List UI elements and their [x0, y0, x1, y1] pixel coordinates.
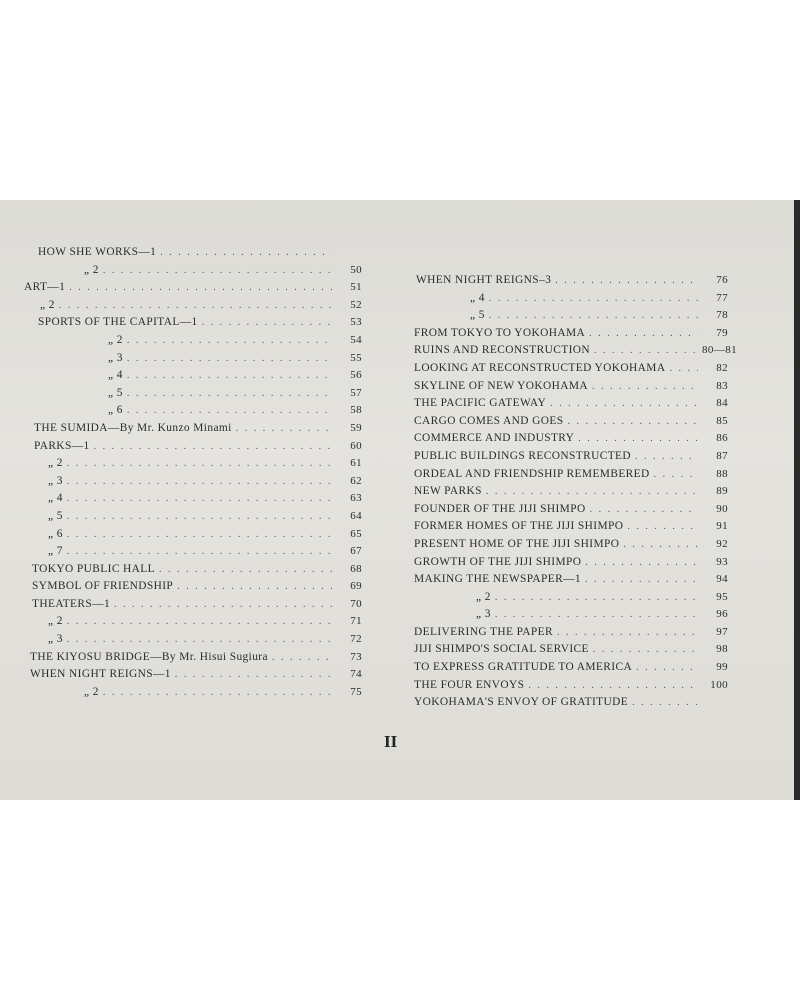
leader-dots: [627, 521, 698, 532]
toc-entry: [410, 520, 728, 538]
toc-entry-page: 83: [716, 379, 728, 392]
toc-entry-page: 74: [350, 668, 362, 681]
toc-entry-page: 88: [716, 467, 728, 480]
toc-entry-label: PARKS—1: [34, 439, 90, 452]
toc-entry-page: 67: [350, 545, 362, 558]
leader-dots: [103, 265, 332, 276]
toc-entry-page: 90: [716, 502, 728, 515]
leader-dots: [67, 511, 332, 522]
toc-entry-page: 60: [350, 439, 362, 452]
toc-entry-page: 57: [350, 386, 362, 399]
toc-entry-page: 97: [716, 625, 728, 638]
leader-dots: [69, 282, 332, 293]
toc-entry: [24, 387, 362, 405]
leader-dots: [594, 345, 698, 356]
toc-entry-page: 96: [716, 608, 728, 621]
toc-entry: [24, 369, 362, 387]
toc-entry-label: TOKYO PUBLIC HALL: [32, 562, 156, 575]
toc-entry-page: 51: [350, 281, 362, 294]
leader-dots: [67, 529, 332, 540]
leader-dots: [495, 592, 698, 603]
toc-entry: [410, 362, 728, 380]
toc-entry-page: 59: [350, 421, 362, 434]
toc-entry-label: NEW PARKS: [414, 485, 482, 498]
toc-entry: [410, 573, 728, 591]
leader-dots: [67, 476, 332, 487]
toc-entry: [24, 404, 362, 422]
leader-dots: [127, 335, 332, 346]
toc-entry-label: „ 4: [470, 291, 485, 304]
toc-entry-label: „ 2: [108, 333, 123, 346]
toc-entry-label: FOUNDER OF THE JIJI SHIMPO: [414, 502, 586, 515]
toc-entry-label: THE SUMIDA—By Mr. Kunzo Minami: [34, 421, 232, 434]
toc-entry: [24, 510, 362, 528]
toc-entry-page: 68: [350, 562, 362, 575]
toc-entry: [24, 281, 362, 299]
toc-entry: [24, 615, 362, 633]
toc-entry: [410, 380, 728, 398]
toc-entry: [24, 545, 362, 563]
toc-entry-page: 58: [350, 404, 362, 417]
leader-dots: [160, 247, 332, 258]
toc-entry: [410, 292, 728, 310]
toc-entry-page: 69: [350, 580, 362, 593]
toc-entry: [410, 643, 728, 661]
leader-dots: [550, 398, 698, 409]
toc-entry-page: 72: [350, 633, 362, 646]
toc-entry-label: „ 3: [48, 633, 63, 646]
toc-entry: [410, 503, 728, 521]
leader-dots: [67, 493, 332, 504]
toc-entry: [24, 633, 362, 651]
toc-entry-label: FROM TOKYO TO YOKOHAMA: [414, 326, 586, 339]
leader-dots: [94, 441, 332, 452]
leader-dots: [590, 504, 698, 515]
toc-entry: [410, 344, 737, 362]
leader-dots: [654, 469, 698, 480]
toc-entry-label: „ 7: [48, 545, 63, 558]
toc-entry-label: PUBLIC BUILDINGS RECONSTRUCTED: [414, 449, 632, 462]
toc-entry-label: COMMERCE AND INDUSTRY: [414, 432, 575, 445]
leader-dots: [585, 557, 698, 568]
leader-dots: [67, 458, 332, 469]
toc-entry: [410, 485, 728, 503]
toc-entry-label: THE FOUR ENVOYS: [414, 678, 525, 691]
leader-dots: [67, 616, 332, 627]
toc-entry: [410, 608, 728, 626]
toc-entry-label: „ 3: [476, 608, 491, 621]
toc-entry-label: ORDEAL AND FRIENDSHIP REMEMBERED: [414, 467, 650, 480]
toc-entry: [24, 598, 362, 616]
toc-entry-label: WHEN NIGHT REIGNS—1: [30, 668, 171, 681]
toc-entry-page: 52: [350, 298, 362, 311]
toc-entry: [24, 334, 362, 352]
toc-entry-page: 99: [716, 661, 728, 674]
leader-dots: [67, 546, 332, 557]
leader-dots: [175, 669, 332, 680]
leader-dots: [127, 388, 332, 399]
toc-entry-page: 50: [350, 263, 362, 276]
toc-entry-page: 77: [716, 291, 728, 304]
leader-dots: [635, 451, 698, 462]
toc-entry-page: 71: [350, 615, 362, 628]
toc-entry-page: 93: [716, 555, 728, 568]
toc-entry-page: 82: [716, 361, 728, 374]
toc-entry: [24, 686, 362, 704]
toc-entry: [24, 475, 362, 493]
leader-dots: [67, 634, 332, 645]
toc-right-column: [410, 274, 737, 714]
toc-entry-label: WHEN NIGHT REIGNS–3: [416, 274, 552, 286]
toc-entry-label: „ 2: [48, 615, 63, 628]
toc-entry-page: 76: [716, 274, 728, 286]
toc-entry: [410, 450, 728, 468]
toc-entry: [24, 457, 362, 475]
leader-dots: [127, 370, 332, 381]
toc-entry: [410, 468, 728, 486]
leader-dots: [669, 363, 698, 374]
leader-dots: [177, 581, 332, 592]
toc-entry-label: SKYLINE OF NEW YOKOHAMA: [414, 379, 589, 392]
leader-dots: [495, 609, 698, 620]
toc-entry: [24, 492, 362, 510]
toc-entry: [410, 538, 728, 556]
toc-entry-label: HOW SHE WORKS—1: [38, 246, 157, 258]
toc-entry: [410, 274, 728, 292]
toc-entry-label: THE PACIFIC GATEWAY: [414, 397, 547, 410]
toc-entry: [410, 696, 728, 714]
toc-entry-page: 80—81: [702, 344, 737, 357]
toc-entry-page: 62: [350, 474, 362, 487]
leader-dots: [557, 627, 698, 638]
leader-dots: [103, 687, 332, 698]
toc-entry-page: 86: [716, 432, 728, 445]
leader-dots: [585, 574, 698, 585]
toc-entry: [24, 352, 362, 370]
toc-entry-label: „ 6: [48, 527, 63, 540]
toc-entry-page: 65: [350, 527, 362, 540]
leader-dots: [555, 275, 698, 286]
toc-entry-page: 75: [350, 685, 362, 698]
toc-entry-page: 79: [716, 326, 728, 339]
toc-entry-label: „ 2: [40, 298, 55, 311]
toc-entry: [410, 626, 728, 644]
toc-entry-page: 95: [716, 590, 728, 603]
toc-entry: [24, 422, 362, 440]
leader-dots: [636, 662, 698, 673]
toc-entry: [24, 316, 362, 334]
toc-entry: [410, 661, 728, 679]
toc-entry: [24, 668, 362, 686]
toc-entry-page: 61: [350, 457, 362, 470]
leader-dots: [489, 310, 698, 321]
toc-entry: [24, 299, 362, 317]
leader-dots: [567, 416, 698, 427]
toc-entry-page: 92: [716, 537, 728, 550]
leader-dots: [114, 599, 332, 610]
toc-entry: [410, 309, 728, 327]
toc-entry-label: MAKING THE NEWSPAPER—1: [414, 573, 582, 586]
toc-entry-label: RUINS AND RECONSTRUCTION: [414, 344, 591, 357]
toc-entry-page: 63: [350, 492, 362, 505]
toc-entry-label: TO EXPRESS GRATITUDE TO AMERICA: [414, 661, 633, 674]
leader-dots: [486, 486, 698, 497]
leader-dots: [159, 564, 332, 575]
toc-entry: [410, 415, 728, 433]
toc-entry-label: DELIVERING THE PAPER: [414, 625, 553, 638]
toc-entry-page: 100: [710, 678, 728, 691]
leader-dots: [632, 697, 698, 708]
toc-entry-page: 78: [716, 309, 728, 322]
toc-entry: [24, 563, 362, 581]
toc-entry-label: „ 3: [48, 474, 63, 487]
toc-entry: [410, 679, 728, 697]
toc-entry-label: „ 3: [108, 351, 123, 364]
leader-dots: [592, 381, 698, 392]
toc-entry-label: ART—1: [24, 281, 66, 294]
toc-entry-label: SPORTS OF THE CAPITAL—1: [38, 316, 198, 329]
toc-entry-page: 89: [716, 485, 728, 498]
toc-entry-page: 87: [716, 449, 728, 462]
toc-entry-label: „ 5: [48, 509, 63, 522]
toc-entry: [410, 432, 728, 450]
toc-entry-page: 94: [716, 573, 728, 586]
toc-entry: [410, 397, 728, 415]
toc-entry-page: 85: [716, 414, 728, 427]
leader-dots: [59, 300, 332, 311]
toc-entry-label: „ 4: [108, 369, 123, 382]
toc-entry-page: 70: [350, 597, 362, 610]
page-folio: II: [384, 732, 398, 751]
toc-left-column: [24, 246, 362, 703]
toc-entry-label: YOKOHAMA'S ENVOY OF GRATITUDE: [414, 696, 629, 709]
toc-entry-label: „ 5: [108, 386, 123, 399]
toc-entry-label: PRESENT HOME OF THE JIJI SHIMPO: [414, 537, 620, 550]
toc-entry-label: „ 5: [470, 309, 485, 322]
toc-entry-page: 64: [350, 509, 362, 522]
toc-entry: [24, 651, 362, 669]
toc-entry-label: „ 6: [108, 404, 123, 417]
toc-entry-label: THEATERS—1: [32, 597, 111, 610]
leader-dots: [236, 423, 332, 434]
toc-entry-page: 53: [350, 316, 362, 329]
toc-entry-page: 55: [350, 351, 362, 364]
toc-entry-label: THE KIYOSU BRIDGE—By Mr. Hisui Sugiura: [30, 650, 268, 663]
toc-entry-label: „ 2: [48, 457, 63, 470]
toc-entry: [410, 556, 728, 574]
toc-entry: [24, 264, 362, 282]
leader-dots: [578, 433, 698, 444]
book-page: [0, 200, 800, 800]
toc-entry-page: 56: [350, 369, 362, 382]
toc-entry: [24, 580, 362, 598]
toc-entry-label: SYMBOL OF FRIENDSHIP: [32, 580, 174, 593]
leader-dots: [272, 652, 332, 663]
leader-dots: [202, 317, 332, 328]
toc-entry-page: 73: [350, 650, 362, 663]
toc-entry-page: 98: [716, 643, 728, 656]
leader-dots: [593, 644, 698, 655]
leader-dots: [127, 353, 332, 364]
toc-entry-label: JIJI SHIMPO'S SOCIAL SERVICE: [414, 643, 589, 656]
toc-entry-label: FORMER HOMES OF THE JIJI SHIMPO: [414, 520, 624, 533]
toc-entry-page: 84: [716, 397, 728, 410]
toc-entry-page: 91: [716, 520, 728, 533]
toc-entry-label: CARGO COMES AND GOES: [414, 414, 564, 427]
toc-entry-label: LOOKING AT RECONSTRUCTED YOKOHAMA: [414, 361, 666, 374]
toc-entry-label: „ 2: [476, 590, 491, 603]
toc-entry: [410, 327, 728, 345]
toc-entry: [24, 528, 362, 546]
leader-dots: [127, 405, 332, 416]
leader-dots: [489, 293, 698, 304]
toc-entry-label: GROWTH OF THE JIJI SHIMPO: [414, 555, 582, 568]
toc-entry-label: „ 2: [84, 685, 99, 698]
leader-dots: [623, 539, 698, 550]
toc-entry-label: „ 4: [48, 492, 63, 505]
toc-entry-label: „ 2: [84, 263, 99, 276]
leader-dots: [589, 328, 698, 339]
leader-dots: [528, 680, 698, 691]
toc-entry: [410, 591, 728, 609]
toc-entry-page: 54: [350, 333, 362, 346]
toc-entry: [24, 246, 362, 264]
toc-entry: [24, 440, 362, 458]
